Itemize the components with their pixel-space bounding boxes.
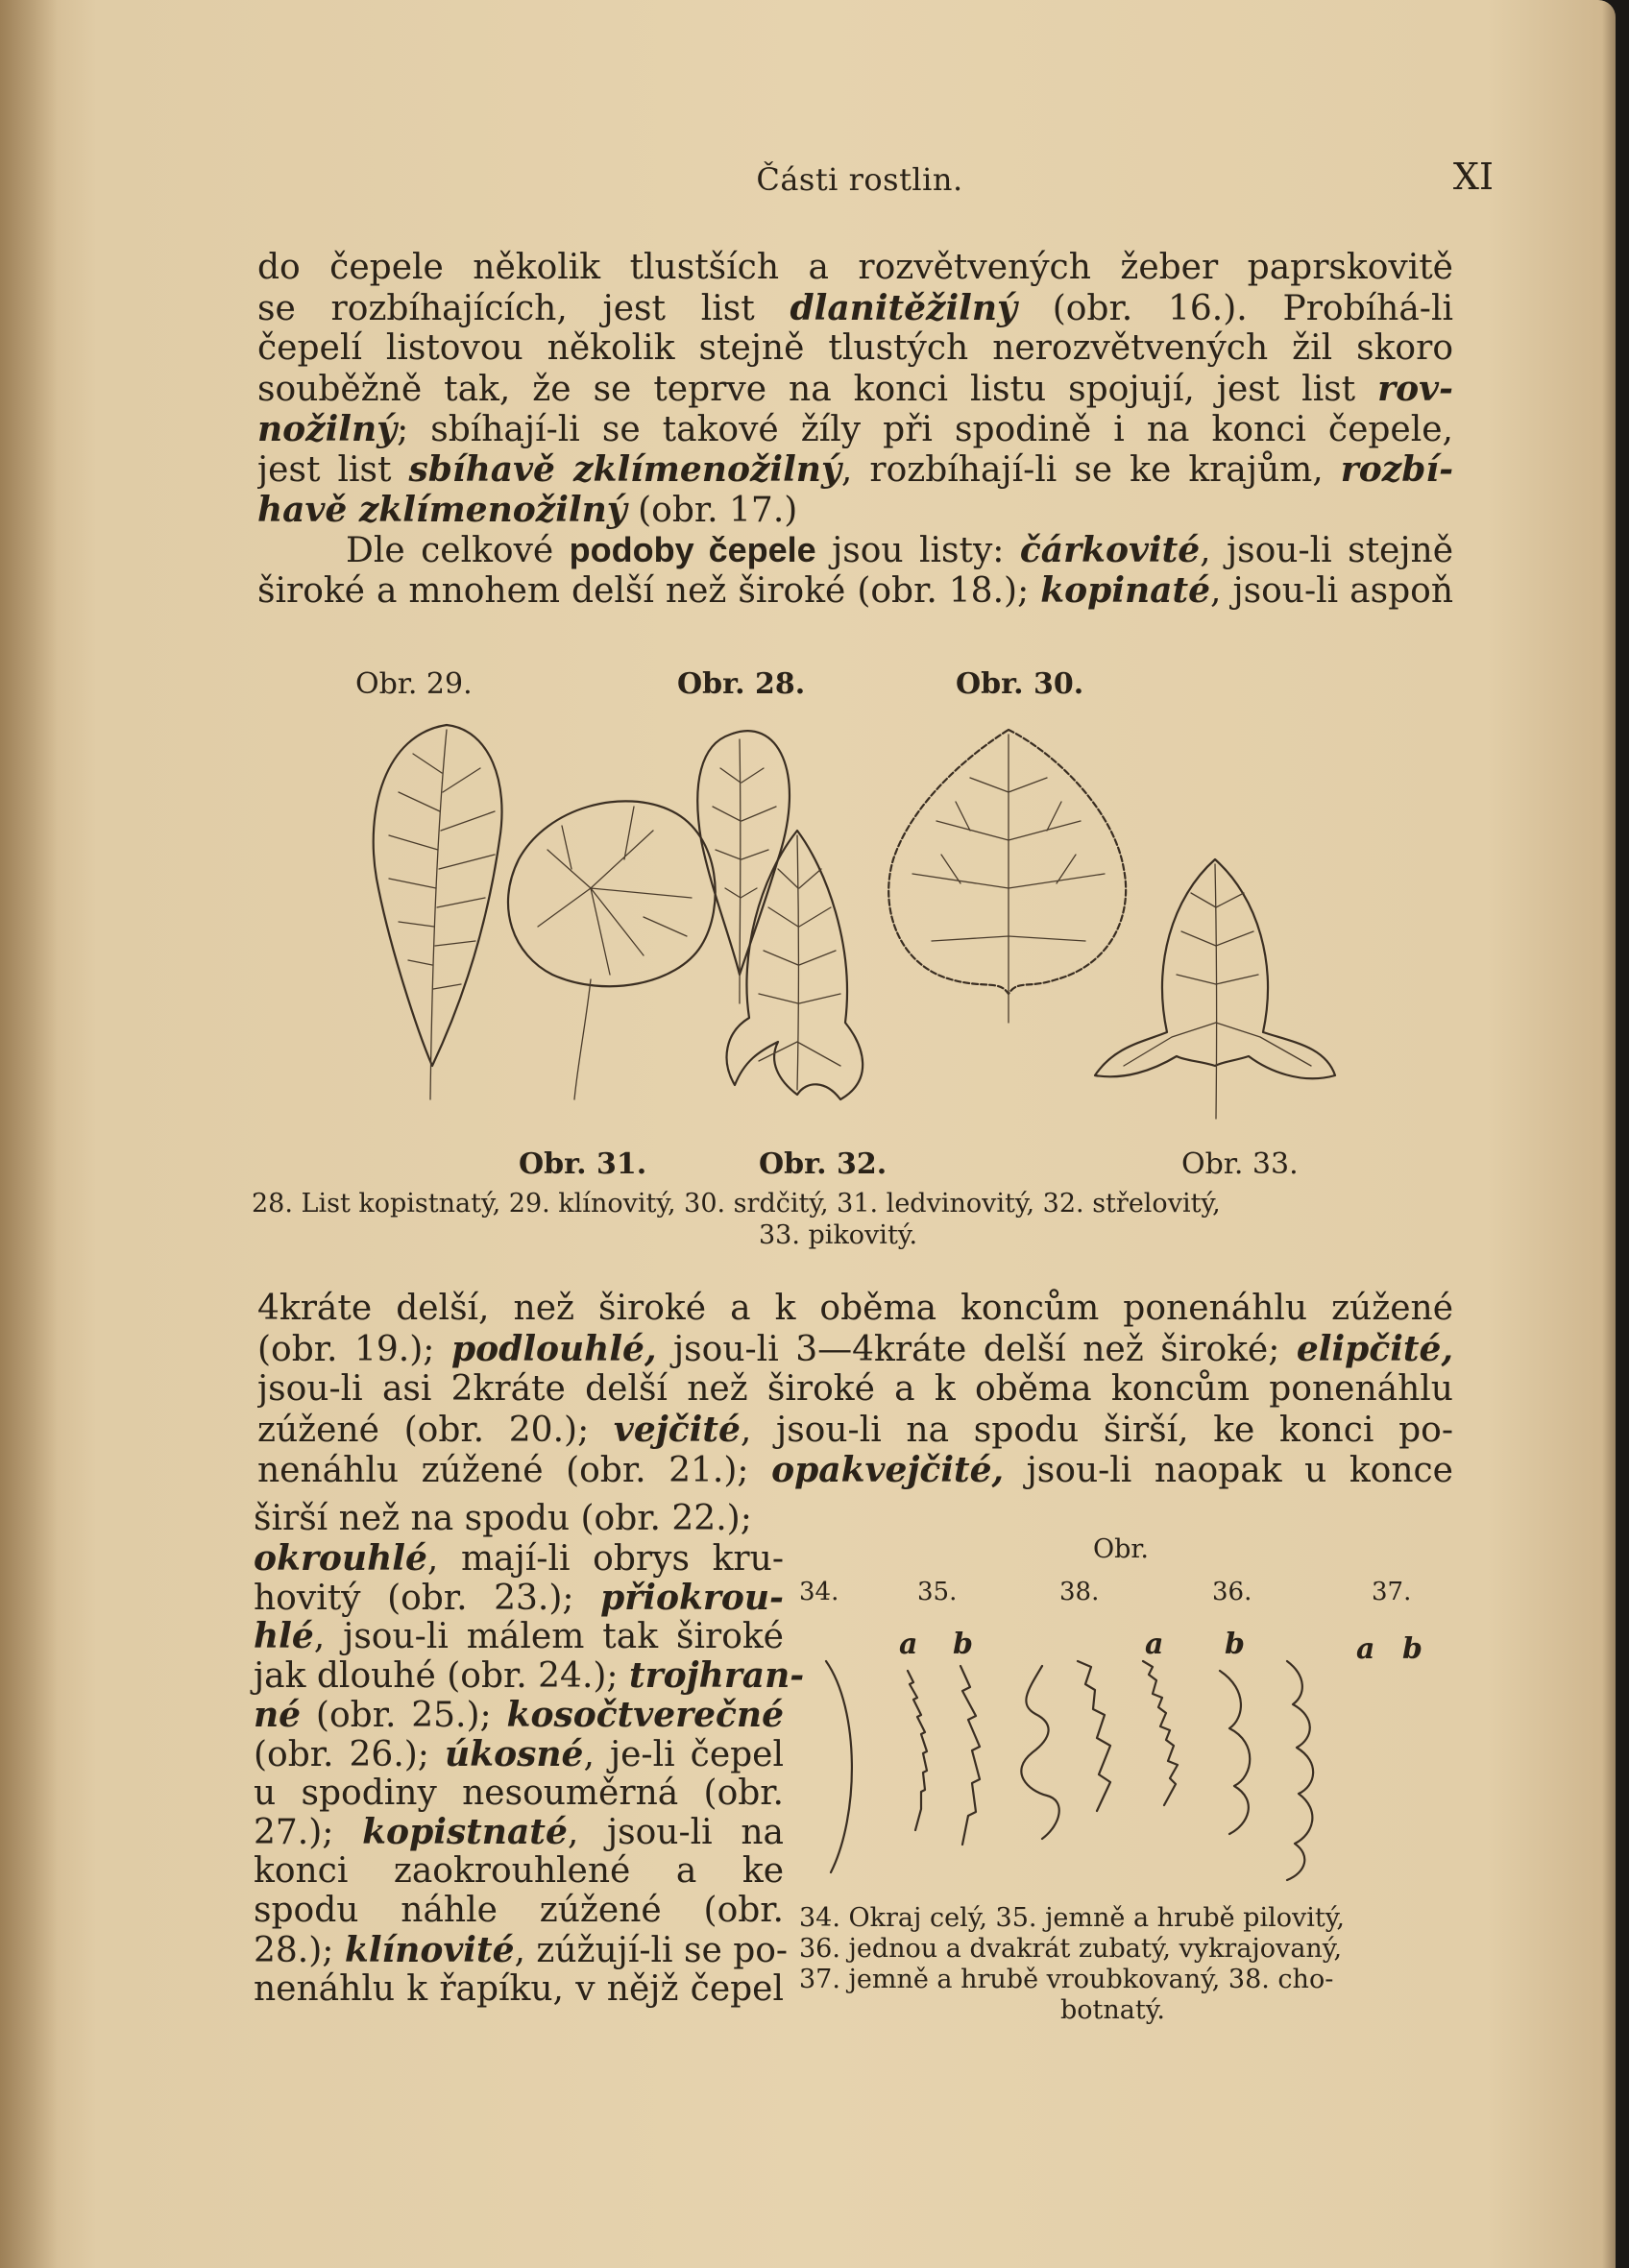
text-line: (obr. 19.); podlouhlé, jsou-li 3—4kráte delší než široké; elipčité, <box>257 1329 1453 1369</box>
text-line: souběžně tak, že se teprve na konci listu spojují, jest list rov- <box>257 369 1453 409</box>
text-line: nožilný; sbíhají-li se takové žíly při spodině i na konci čepele, <box>257 409 1453 449</box>
leaf-28-spatulate-icon <box>697 731 790 1003</box>
figure-label-28: Obr. 28. <box>677 667 806 701</box>
text-line: hlé, jsou-li málem tak široké <box>254 1616 784 1657</box>
edge-dentate-single-icon <box>1078 1661 1110 1811</box>
page-number: XI <box>1452 156 1494 198</box>
text-line: zúžené (obr. 20.); vejčité, jsou-li na spodu širší, ke konci po- <box>257 1410 1453 1450</box>
figure-label-32: Obr. 32. <box>759 1147 887 1181</box>
text-line: 28.); klínovité, zúžují-li se po- <box>254 1929 789 1970</box>
edge-label-a: a <box>1356 1632 1375 1666</box>
edge-label-b: b <box>1402 1632 1422 1666</box>
edge-figure-title: Obr. <box>1093 1534 1149 1564</box>
text-line: (obr. 26.); úkosné, je-li čepel <box>254 1733 784 1774</box>
intro-paragraph <box>257 248 1453 611</box>
caption-line: 33. pikovitý. <box>759 1220 918 1250</box>
text-line: jsou-li asi 2kráte delší než široké a k oběma koncům ponenáhlu <box>257 1369 1453 1409</box>
edge-sinuate-icon <box>1021 1666 1058 1839</box>
edge-serrate-coarse-icon <box>960 1666 980 1845</box>
edge-number-36: 36. <box>1212 1578 1252 1606</box>
edge-label-b: b <box>1225 1628 1245 1661</box>
caption-line: 37. jemně a hrubě vroubkovaný, 38. cho- <box>799 1965 1334 1994</box>
text-line: 4kráte delší, než široké a k oběma koncům ponenáhlu zúžené <box>257 1289 1453 1328</box>
edge-crenate-fine-icon <box>1220 1671 1250 1834</box>
figure-label-29: Obr. 29. <box>355 667 473 701</box>
edge-figure-caption <box>799 1903 1345 2026</box>
text-line: 27.); kopistnaté, jsou-li na <box>254 1812 784 1853</box>
edge-label-b: b <box>953 1628 973 1661</box>
text-line: u spodiny nesouměrná (obr. <box>254 1773 784 1813</box>
figure-label-30: Obr. 30. <box>956 667 1084 701</box>
leaf-32-arrow-icon <box>727 831 863 1099</box>
text-line: né (obr. 25.); kosočtverečné <box>254 1694 784 1735</box>
text-line: široké a mnohem delší než široké (obr. 18.); kopinaté, jsou-li aspoň <box>257 570 1453 611</box>
left-column-text <box>254 1499 805 2009</box>
text-line: jest list sbíhavě zklímenožilný, rozbíhají-li se ke krajům, rozbí- <box>257 449 1453 490</box>
text-line: nenáhlu zúžené (obr. 21.); opakvejčité, jsou-li naopak u konce <box>257 1450 1453 1490</box>
edge-crenate-coarse-icon <box>1287 1661 1313 1880</box>
caption-line: 36. jednou a dvakrát zubatý, vykrajovaný, <box>799 1934 1343 1964</box>
caption-line: 34. Okraj celý, 35. jemně a hrubě pilovitý, <box>799 1903 1345 1933</box>
text-line: jak dlouhé (obr. 24.); trojhran- <box>254 1655 805 1697</box>
text-line: Dle celkové podoby čepele jsou listy: čárkovité, jsou-li stejně <box>346 530 1453 570</box>
edge-number-35: 35. <box>917 1578 958 1606</box>
leaf-29-wedge-icon <box>374 725 502 1099</box>
figure-label-33: Obr. 33. <box>1181 1147 1299 1181</box>
text-line: spodu náhle zúžené (obr. <box>254 1890 784 1930</box>
edge-number-38: 38. <box>1059 1578 1100 1606</box>
body-paragraph <box>257 1289 1453 1490</box>
running-header-title: Části rostlin. <box>756 161 963 198</box>
edge-serrate-fine-icon <box>908 1671 927 1830</box>
text-line: konci zaokrouhlené a ke <box>254 1851 784 1892</box>
edge-number-37: 37. <box>1372 1578 1412 1606</box>
edge-entire-icon <box>826 1661 852 1872</box>
text-line: havě zklímenožilný (obr. 17.) <box>257 490 798 530</box>
leaf-33-hastate-icon <box>1095 859 1335 1119</box>
edge-label-a: a <box>899 1628 918 1661</box>
text-line: hovitý (obr. 23.); přiokrou- <box>254 1577 784 1618</box>
text-line: širší než na spodu (obr. 22.); <box>254 1499 752 1538</box>
text-line: nenáhlu k řapíku, v nějž čepel <box>254 1968 784 2009</box>
leaf-edge-illustration <box>807 1632 1460 1887</box>
text-line: se rozbíhajících, jest list dlanitěžilný (obr. 16.). Probíhá-li <box>257 288 1453 328</box>
edge-number-34: 34. <box>799 1578 839 1606</box>
leaf-figure-caption <box>252 1188 1221 1251</box>
leaf-30-cordate-icon <box>888 730 1126 1023</box>
edge-label-a: a <box>1145 1628 1164 1661</box>
leaf-31-kidney-icon <box>508 801 716 1099</box>
page-spine-shadow <box>0 0 58 2268</box>
caption-line: 28. List kopistnatý, 29. klínovitý, 30. srdčitý, 31. ledvinovitý, 32. střelovitý, <box>252 1189 1221 1218</box>
leaf-shapes-illustration <box>355 715 1354 1143</box>
text-line: čepelí listovou několik stejně tlustých nerozvětvených žil skoro <box>257 328 1453 368</box>
figure-label-31: Obr. 31. <box>519 1147 647 1181</box>
caption-line: botnatý. <box>1060 1995 1165 2025</box>
text-line: okrouhlé, mají-li obrys kru- <box>254 1537 784 1579</box>
text-line: do čepele několik tlustších a rozvětvených žeber paprskovitě <box>257 248 1453 287</box>
edge-dentate-double-icon <box>1143 1661 1178 1805</box>
